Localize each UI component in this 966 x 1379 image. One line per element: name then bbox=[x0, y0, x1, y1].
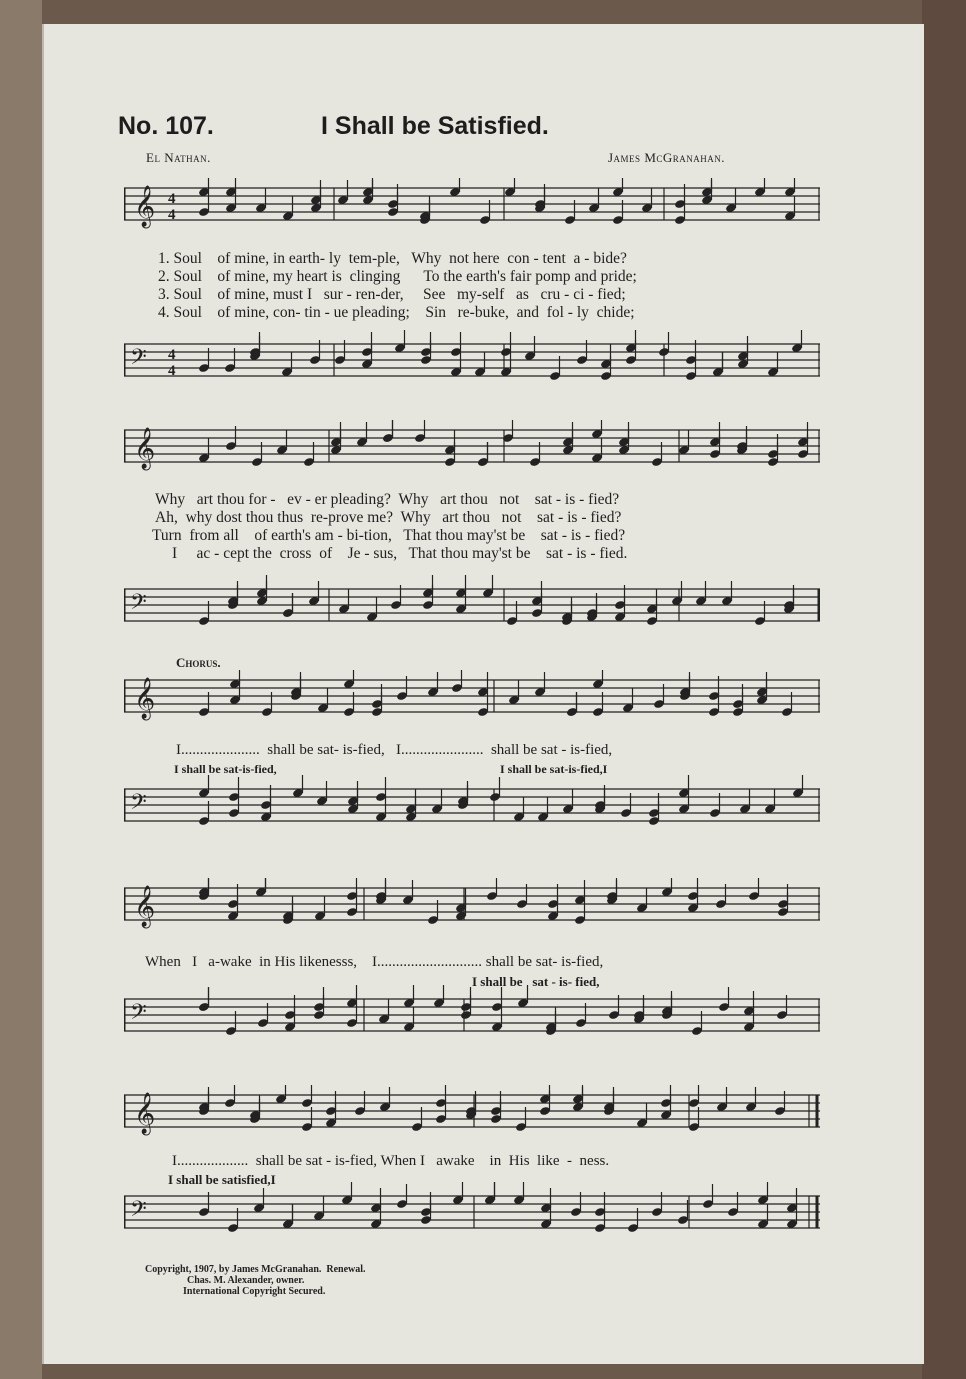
system-4-bass bbox=[124, 985, 820, 1055]
svg-text:𝄞: 𝄞 bbox=[134, 186, 156, 226]
verse-3-line-2: Turn from all of earth's am - bi-tion, That thou may'st be sat - is - fied? bbox=[152, 527, 626, 544]
bass-staff-5 bbox=[124, 1182, 820, 1262]
chorus-line-3-echo: I shall be satisfied,I bbox=[168, 1172, 276, 1187]
system-5-treble bbox=[124, 1085, 820, 1155]
svg-text:𝄢: 𝄢 bbox=[130, 1197, 147, 1226]
verse-1-line-2: Why art thou for - ev - er pleading? Why art thou not sat - is - fied? bbox=[155, 491, 620, 508]
system-1-treble bbox=[124, 178, 820, 248]
hymn-header bbox=[118, 112, 838, 152]
chorus-line-1-echo-b: I shall be sat-is-fied,I bbox=[500, 762, 608, 776]
svg-text:𝄞: 𝄞 bbox=[134, 678, 156, 718]
system-5-bass bbox=[124, 1182, 820, 1262]
treble-staff-4 bbox=[124, 878, 820, 948]
svg-text:4: 4 bbox=[168, 347, 176, 363]
lyricist-credit: El Nathan. bbox=[146, 150, 211, 165]
verse-4-line-1: 4. Soul of mine, con- tin - ue pleading; Sin re-buke, and fol - ly chide; bbox=[158, 304, 635, 321]
hymn-title: I Shall be Satisfied. bbox=[321, 112, 549, 140]
svg-text:𝄢: 𝄢 bbox=[130, 590, 147, 619]
bass-staff-3 bbox=[124, 775, 820, 845]
chorus-line-1: I..................... shall be sat- is-fied, I...................... shall be sat - is-fied, bbox=[176, 742, 613, 758]
copyright-line-1: Copyright, 1907, by James McGranahan. Renewal. bbox=[145, 1264, 366, 1275]
treble-staff-2 bbox=[124, 420, 820, 490]
svg-text:4: 4 bbox=[168, 363, 176, 379]
verse-1-line-1: 1. Soul of mine, in earth- ly tem-ple, Why not here con - tent a - bide? bbox=[158, 250, 627, 267]
page-edge bbox=[922, 0, 966, 1379]
system-2-bass bbox=[124, 575, 820, 645]
svg-text:𝄢: 𝄢 bbox=[130, 790, 147, 819]
hymn-number: No. 107. bbox=[118, 112, 214, 140]
composer-credit: James McGranahan. bbox=[608, 150, 726, 165]
svg-text:𝄞: 𝄞 bbox=[134, 1093, 156, 1133]
system-2-treble bbox=[124, 420, 820, 490]
treble-staff-1 bbox=[124, 178, 820, 248]
svg-text:𝄞: 𝄞 bbox=[134, 428, 156, 468]
svg-text:𝄢: 𝄢 bbox=[130, 1000, 147, 1029]
bass-staff-4 bbox=[124, 985, 820, 1055]
system-1-bass bbox=[124, 330, 820, 400]
verse-4-line-2: I ac - cept the cross of Je - sus, That thou may'st be sat - is - fied. bbox=[172, 545, 628, 562]
system-3-treble bbox=[124, 670, 820, 740]
bass-staff-1 bbox=[124, 330, 820, 400]
verse-3-line-1: 3. Soul of mine, must I sur - ren-der, See my-self as cru - ci - fied; bbox=[158, 286, 626, 303]
time-sig-top: 4 bbox=[168, 191, 176, 207]
time-sig-bottom: 4 bbox=[168, 207, 176, 223]
chorus-label: Chorus. bbox=[176, 655, 221, 670]
copyright-notice bbox=[145, 1264, 366, 1297]
chorus-line-3: I................... shall be sat - is-fied, When I awake in His like - ness. bbox=[172, 1153, 610, 1169]
chorus-line-1-echo-a: I shall be sat-is-fied, bbox=[174, 762, 277, 776]
book-spine bbox=[0, 0, 42, 1379]
copyright-line-3: International Copyright Secured. bbox=[183, 1286, 326, 1297]
copyright-line-2: Chas. M. Alexander, owner. bbox=[187, 1275, 305, 1286]
svg-text:𝄞: 𝄞 bbox=[134, 886, 156, 926]
bass-staff-2 bbox=[124, 575, 820, 645]
treble-staff-5 bbox=[124, 1085, 820, 1155]
verse-2-line-2: Ah, why dost thou thus re-prove me? Why art thou not sat - is - fied? bbox=[155, 509, 622, 526]
svg-text:𝄢: 𝄢 bbox=[130, 345, 147, 374]
verse-2-line-1: 2. Soul of mine, my heart is clinging To the earth's fair pomp and pride; bbox=[158, 268, 637, 285]
treble-staff-3 bbox=[124, 670, 820, 740]
system-4-treble bbox=[124, 878, 820, 948]
chorus-line-2: When I a-wake in His likenesss, I............................ shall be sat- is-fied, bbox=[145, 954, 604, 970]
system-3-bass bbox=[124, 775, 820, 845]
chorus-line-2-echo: I shall be sat - is- fied, bbox=[472, 974, 600, 989]
